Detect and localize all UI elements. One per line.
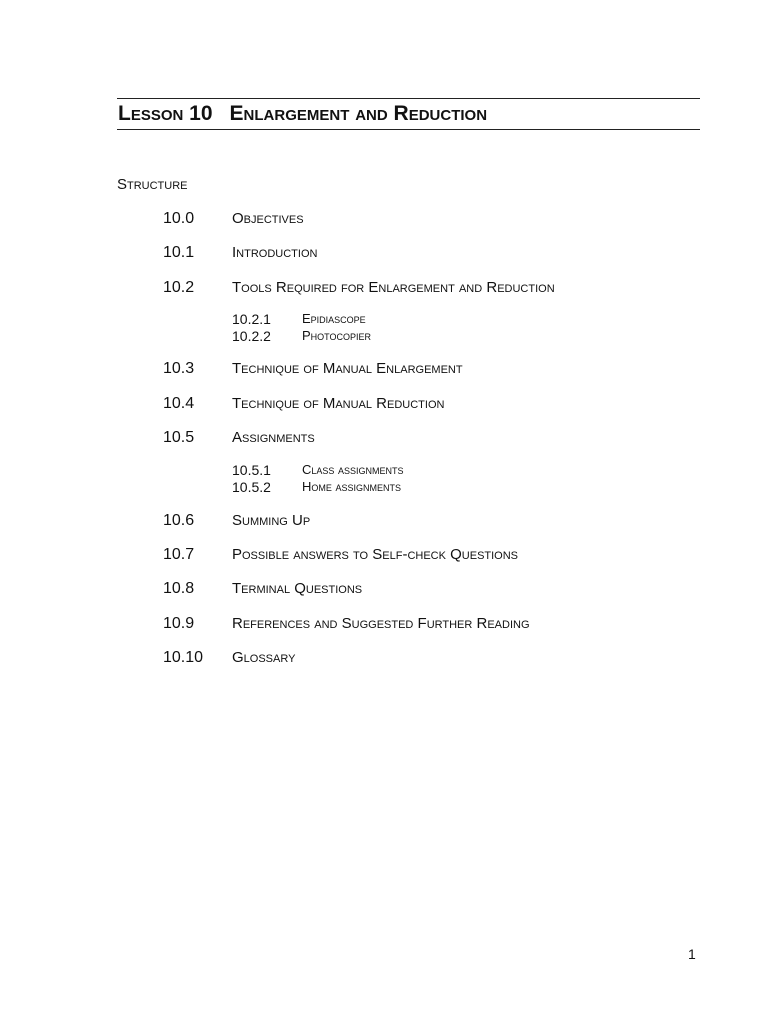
toc-sub-text: Epidiascope [302,311,366,326]
toc-number: 10.8 [163,580,195,597]
toc-text: Tools Required for Enlargement and Reduction [232,279,555,296]
toc-text: Introduction [232,244,318,261]
toc-number: 10.6 [163,512,195,529]
toc-text: Objectives [232,210,304,227]
toc-sub-text: Class assignments [302,462,404,477]
toc-text: Possible answers to Self-check Questions [232,546,519,563]
page-number: 1 [688,946,696,962]
toc-sub-number: 10.5.1 [232,462,271,478]
toc-number: 10.4 [163,395,195,412]
toc-sub-number: 10.5.2 [232,479,271,495]
toc-number: 10.1 [163,244,195,261]
toc-text: Glossary [232,649,296,666]
lesson-number: Lesson 10 [118,102,213,125]
toc-text: Technique of Manual Enlargement [232,360,463,377]
toc-sub-number: 10.2.2 [232,328,271,344]
toc-number: 10.2 [163,279,195,296]
lesson-name: Enlargement and Reduction [229,102,488,125]
toc-text: Terminal Questions [232,580,363,597]
lesson-header [117,98,700,130]
toc-number: 10.0 [163,210,195,227]
toc-text: Technique of Manual Reduction [232,395,445,412]
lesson-title [118,101,487,127]
toc-sub-text: Photocopier [302,328,372,343]
toc-sub-text: Home assignments [302,479,402,494]
toc-text: Assignments [232,429,315,446]
toc-number: 10.9 [163,615,195,632]
toc-text: Summing Up [232,512,311,529]
toc-number: 10.5 [163,429,195,446]
toc-number: 10.10 [163,649,204,666]
toc-text: References and Suggested Further Reading [232,615,530,632]
toc-number: 10.7 [163,546,195,563]
toc-number: 10.3 [163,360,195,377]
structure-heading: Structure [117,176,188,193]
toc-sub-number: 10.2.1 [232,311,271,327]
